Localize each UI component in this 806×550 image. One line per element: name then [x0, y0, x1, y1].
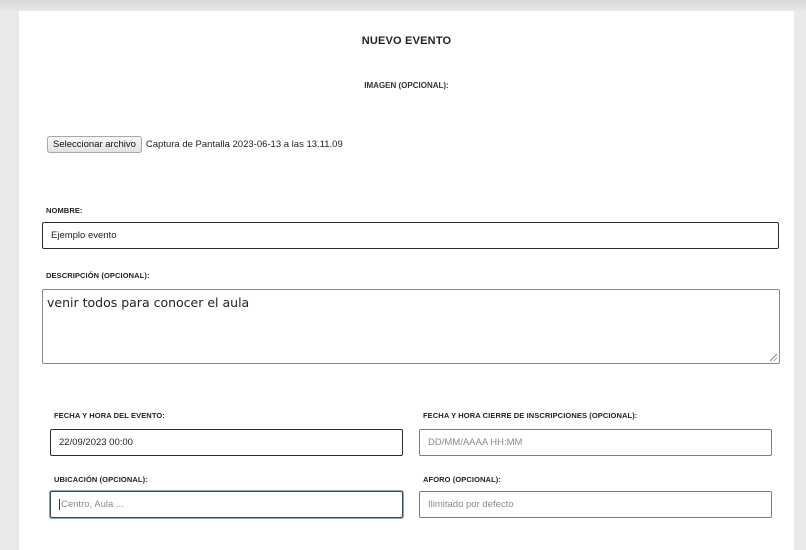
event-datetime-label: FECHA Y HORA DEL EVENTO:	[54, 411, 165, 420]
close-datetime-placeholder: DD/MM/AAAA HH:MM	[428, 437, 523, 448]
resize-grip-icon[interactable]	[770, 354, 777, 361]
location-input[interactable]	[50, 491, 403, 518]
form-title: NUEVO EVENTO	[361, 35, 452, 47]
description-textarea[interactable]	[42, 289, 780, 364]
text-caret	[59, 499, 60, 510]
new-event-form	[19, 11, 794, 550]
capacity-input[interactable]	[419, 491, 772, 518]
name-input-value: Ejemplo evento	[51, 230, 117, 241]
close-datetime-input[interactable]	[419, 429, 772, 456]
description-value: venir todos para conocer el aula	[47, 295, 250, 310]
file-picker	[47, 135, 343, 153]
description-label: DESCRIPCIÓN (OPCIONAL):	[46, 271, 150, 280]
image-label: IMAGEN (OPCIONAL):	[364, 81, 449, 90]
event-datetime-value: 22/09/2023 00:00	[59, 437, 133, 448]
event-datetime-input[interactable]	[50, 429, 403, 456]
close-datetime-label: FECHA Y HORA CIERRE DE INSCRIPCIONES (OPCIONAL):	[423, 411, 638, 420]
select-file-button[interactable]: Seleccionar archivo	[47, 136, 142, 153]
selected-file-name: Captura de Pantalla 2023-06-13 a las 13.11.09	[145, 138, 343, 150]
capacity-label: AFORO (OPCIONAL):	[423, 475, 501, 484]
location-label: UBICACIÓN (OPCIONAL):	[54, 475, 148, 484]
location-placeholder: Centro, Aula ...	[61, 499, 124, 510]
name-label: NOMBRE:	[46, 206, 83, 215]
name-input[interactable]	[42, 222, 779, 249]
capacity-placeholder: Ilimitado por defecto	[428, 499, 514, 510]
